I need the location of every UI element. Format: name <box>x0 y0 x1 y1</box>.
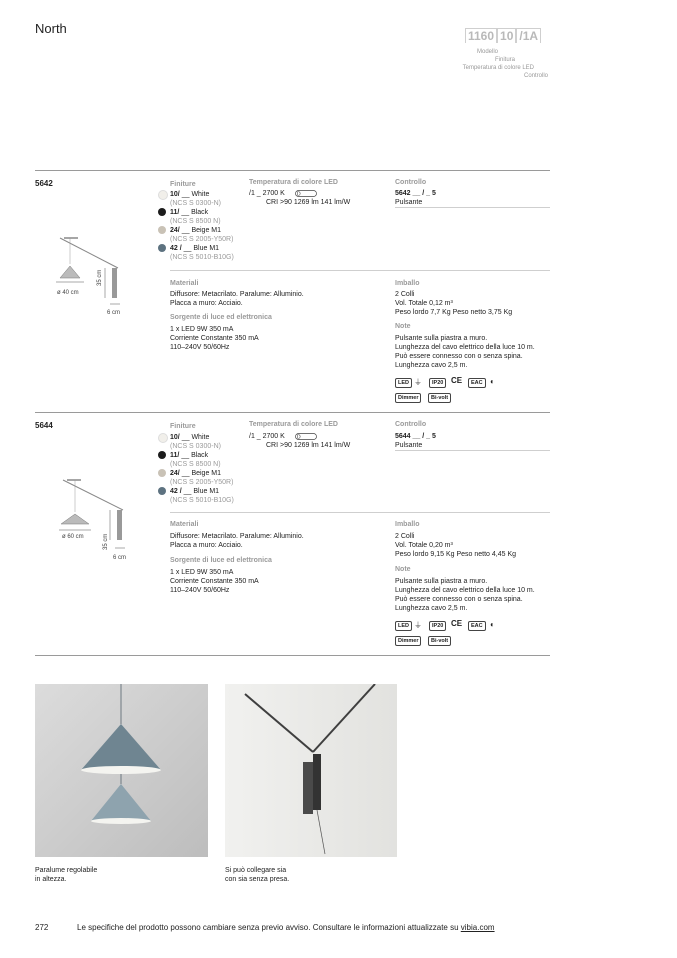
finish-white: 10/ __ White <box>170 191 210 198</box>
dim-width: 6 cm <box>107 310 121 316</box>
notes-label: Note <box>395 323 411 330</box>
source-line-1: 1 x LED 9W 350 mA <box>170 569 234 576</box>
code-finish: 10 <box>497 28 516 43</box>
product-code: 5642 <box>35 179 53 188</box>
ip20-badge: IP20 <box>429 378 446 388</box>
footer-link[interactable]: vibia.com <box>460 923 495 932</box>
packaging-line-3: Peso lordo 9,15 Kg Peso netto 4,45 Kg <box>395 551 517 558</box>
section-divider <box>35 655 550 656</box>
finish-black: 11/ __ Black <box>170 209 209 216</box>
eac-badge: EAC <box>468 378 486 388</box>
shade-shape <box>60 266 80 278</box>
details-divider <box>170 512 550 513</box>
photo-pendant-lamps <box>35 684 208 857</box>
notes-line-2: Lunghezza del cavo elettrico della luce 10 m. <box>395 344 535 351</box>
dim-diameter: ø 60 cm <box>62 534 84 540</box>
section-divider <box>35 170 550 171</box>
materials-label: Materiali <box>170 280 199 287</box>
notes-label: Note <box>395 566 411 573</box>
bivolt-badge: Bi-volt <box>428 636 451 646</box>
ce-icon: CE <box>451 619 463 628</box>
materials-line-1: Diffusore: Metacrilato. Paralume: Alluminio. <box>170 533 304 540</box>
swatch-black <box>158 208 166 216</box>
notes-line-3: Può essere connesso con o senza spina. <box>395 596 523 603</box>
photo-wall-lamp <box>225 684 397 857</box>
shade-shape <box>61 514 89 524</box>
dimmable-icon <box>295 190 317 197</box>
packaging-line-3: Peso lordo 7,7 Kg Peso netto 3,75 Kg <box>395 309 513 316</box>
cri-value: CRI >90 1269 lm 141 lm/W <box>266 199 351 206</box>
packaging-label: Imballo <box>395 521 420 528</box>
eac-badge: EAC <box>468 621 486 631</box>
led-badge: LED <box>395 621 412 631</box>
svg-text:D: D <box>297 434 301 440</box>
class-i-icon: ⏚ <box>414 378 422 387</box>
swatch-beige <box>158 469 166 477</box>
packaging-line-1: 2 Colli <box>395 533 415 540</box>
notes-line-4: Lunghezza cavo 2,5 m. <box>395 362 468 369</box>
source-line-2: Corriente Constante 350 mA <box>170 335 259 342</box>
notes-line-4: Lunghezza cavo 2,5 m. <box>395 605 468 612</box>
photo-caption-2: Si può collegare sia con sia senza presa. <box>225 867 290 883</box>
legend-finish: Finitura <box>494 57 515 63</box>
code-model: 1160 <box>465 28 497 43</box>
packaging-label: Imballo <box>395 280 420 287</box>
section-divider <box>35 412 550 413</box>
source-line-1: 1 x LED 9W 350 mA <box>170 326 234 333</box>
temp-value: /1 _ 2700 K <box>249 433 285 440</box>
product-drawing <box>50 230 140 320</box>
code-scheme <box>465 28 541 43</box>
cri-value: CRI >90 1269 lm 141 lm/W <box>266 442 351 449</box>
legend-control: Controllo <box>523 73 548 79</box>
finish-blue: 42 / __ Blue M1 <box>170 488 220 495</box>
control-divider <box>395 450 550 451</box>
product-code: 5644 <box>35 421 53 430</box>
materials-line-2: Placca a muro: Acciaio. <box>170 300 243 307</box>
dim-height: 35 cm <box>103 533 109 550</box>
finishes-label: Finiture <box>170 423 196 430</box>
arm-line <box>63 480 123 510</box>
control-name: Pulsante <box>395 199 423 206</box>
notes-line-3: Può essere connesso con o senza spina. <box>395 353 523 360</box>
photo-caption-1: Paralume regolabile in altezza. <box>35 867 98 883</box>
swatch-white <box>158 190 168 200</box>
swatch-black <box>158 451 166 459</box>
dimmable-icon <box>295 433 317 440</box>
source-line-3: 110–240V 50/60Hz <box>170 587 230 594</box>
control-divider <box>395 207 550 208</box>
finish-black-ncs: (NCS S 8500 N) <box>170 218 221 225</box>
finish-beige-ncs: (NCS S 2005-Y50R) <box>170 479 234 486</box>
legend-model: Modello <box>476 49 498 55</box>
finish-white-ncs: (NCS S 0300-N) <box>170 443 221 450</box>
finish-white: 10/ __ White <box>170 434 210 441</box>
ce-icon: CE <box>451 376 463 385</box>
finish-beige: 24/ __ Beige M1 <box>170 470 222 477</box>
materials-label: Materiali <box>170 521 199 528</box>
svg-text:D: D <box>297 191 301 197</box>
notes-line-1: Pulsante sulla piastra a muro. <box>395 335 488 342</box>
notes-line-1: Pulsante sulla piastra a muro. <box>395 578 488 585</box>
source-line-3: 110–240V 50/60Hz <box>170 344 230 351</box>
packaging-line-2: Vol. Totale 0,12 m³ <box>395 300 453 307</box>
packaging-line-1: 2 Colli <box>395 291 415 298</box>
ip20-badge: IP20 <box>429 621 446 631</box>
swatch-blue <box>158 244 166 252</box>
finish-white-ncs: (NCS S 0300-N) <box>170 200 221 207</box>
page-title: North <box>35 21 67 36</box>
footer-note: Le specifiche del prodotto possono cambiare senza previo avviso. Consultare le informazioni attualizzate su vibia.com <box>77 923 495 932</box>
class-i-icon: ⏚ <box>414 621 422 630</box>
finish-beige-ncs: (NCS S 2005-Y50R) <box>170 236 234 243</box>
dimmer-badge: Dimmer <box>395 636 421 646</box>
rcm-icon: ◐ <box>490 377 495 386</box>
finish-black: 11/ __ Black <box>170 452 209 459</box>
finish-black-ncs: (NCS S 8500 N) <box>170 461 221 468</box>
source-label: Sorgente di luce ed elettronica <box>170 557 272 564</box>
rcm-icon: ◐ <box>490 620 495 629</box>
page-number: 272 <box>35 923 49 932</box>
dim-width: 6 cm <box>113 555 127 561</box>
temp-value: /1 _ 2700 K <box>249 190 285 197</box>
temp-label: Temperatura di colore LED <box>249 179 338 186</box>
finish-blue-ncs: (NCS S 5010-B10G) <box>170 254 234 261</box>
arm-line <box>60 238 118 268</box>
finish-beige: 24/ __ Beige M1 <box>170 227 222 234</box>
swatch-beige <box>158 226 166 234</box>
finishes-label: Finiture <box>170 181 196 188</box>
product-drawing <box>55 472 145 562</box>
code-temp: /1A <box>516 28 541 43</box>
wall-plate <box>117 510 122 540</box>
led-badge: LED <box>395 378 412 388</box>
details-divider <box>170 270 550 271</box>
legend-temp: Temperatura di colore LED <box>462 65 534 71</box>
finish-blue: 42 / __ Blue M1 <box>170 245 220 252</box>
bivolt-badge: Bi-volt <box>428 393 451 403</box>
swatch-white <box>158 433 168 443</box>
temp-label: Temperatura di colore LED <box>249 421 338 428</box>
source-label: Sorgente di luce ed elettronica <box>170 314 272 321</box>
source-line-2: Corriente Constante 350 mA <box>170 578 259 585</box>
swatch-blue <box>158 487 166 495</box>
control-code: 5642 __ / _ 5 <box>395 190 436 197</box>
dimmer-badge: Dimmer <box>395 393 421 403</box>
control-label: Controllo <box>395 179 427 186</box>
packaging-line-2: Vol. Totale 0,20 m³ <box>395 542 453 549</box>
notes-line-2: Lunghezza del cavo elettrico della luce 10 m. <box>395 587 535 594</box>
control-code: 5644 __ / _ 5 <box>395 433 436 440</box>
finish-blue-ncs: (NCS S 5010-B10G) <box>170 497 234 504</box>
wall-plate <box>112 268 117 298</box>
materials-line-2: Placca a muro: Acciaio. <box>170 542 243 549</box>
dim-height: 35 cm <box>97 269 103 286</box>
control-name: Pulsante <box>395 442 423 449</box>
dim-diameter: ø 40 cm <box>57 290 79 296</box>
control-label: Controllo <box>395 421 427 428</box>
materials-line-1: Diffusore: Metacrilato. Paralume: Alluminio. <box>170 291 304 298</box>
